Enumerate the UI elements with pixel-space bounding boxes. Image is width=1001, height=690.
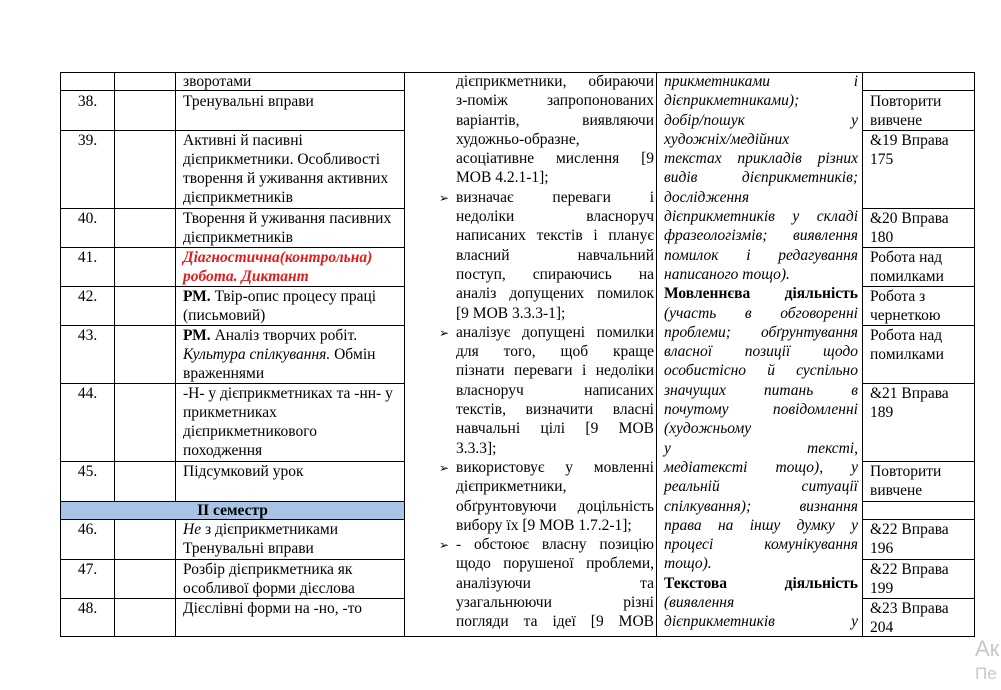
- line-text: власноруч написаних: [456, 381, 654, 399]
- line-text: [9 МОВ 3.3.3-1];: [456, 304, 566, 322]
- lesson-topic: [183, 520, 398, 558]
- lesson-topic-italic: Культура спілкування.: [183, 346, 331, 363]
- lesson-topic-tail: Обмін враженнями: [183, 346, 376, 382]
- lesson-topic: Дієслівні форми на -но, -то: [183, 600, 363, 617]
- activity-heading: [664, 574, 858, 593]
- activity-line: [664, 381, 858, 400]
- line-text: помилок і редагування: [664, 246, 858, 264]
- homework-cell: Робота над помилками: [870, 327, 944, 363]
- arrow-bullet-icon: ➢: [439, 190, 450, 205]
- line-text: текстах прикладів різних: [664, 150, 858, 168]
- activity-line: [664, 265, 858, 284]
- lesson-number: 45.: [77, 463, 98, 480]
- arrow-bullet-icon: ➢: [439, 460, 450, 475]
- activity-line: [664, 554, 858, 573]
- activity-line: [664, 72, 858, 91]
- expected-result-line: [456, 439, 654, 458]
- line-text: дослідження: [664, 188, 750, 206]
- lesson-topic: -Н- у дієприкметниках та -нн- у прикметниках дієприкметникового походження: [183, 385, 393, 459]
- line-text: особистісно й суспільно: [664, 362, 858, 380]
- expected-results-column: [439, 72, 654, 632]
- line-text: дієприкметники, обираючи: [456, 73, 654, 90]
- activity-line: [664, 477, 858, 496]
- line-text: (художньому: [664, 420, 752, 438]
- lesson-number: 44.: [77, 385, 98, 402]
- expected-result-line: [456, 574, 654, 593]
- activity-heading: [664, 284, 858, 303]
- line-text: погляди та ідеї [9 МОВ: [456, 613, 654, 631]
- line-text: дієприкметників у: [664, 613, 858, 631]
- line-text: аналізуючи та: [456, 574, 654, 592]
- activity-line: [664, 612, 858, 631]
- lesson-topic-text: Аналіз творчих робіт.: [210, 327, 358, 344]
- homework-cell: &19 Вправа 175: [870, 132, 949, 168]
- activity-line: [664, 516, 858, 535]
- activity-line: [664, 458, 858, 477]
- line-text: (участь в обговоренні: [664, 304, 858, 322]
- expected-result-line: [456, 304, 654, 323]
- line-text: обґрунтовуючи доцільність: [456, 497, 654, 515]
- lesson-topic: зворотами: [183, 73, 252, 90]
- line-text: визначає переваги і: [456, 188, 654, 206]
- activity-line: [664, 361, 858, 380]
- line-text: (виявлення: [664, 594, 735, 612]
- expected-result-line: [456, 497, 654, 516]
- lesson-topic-text: з дієприкметниками Тренувальні вправи: [183, 521, 338, 557]
- line-text: проблеми; обґрунтування: [664, 323, 858, 341]
- expected-result-line: [456, 419, 654, 438]
- line-text: у тексті,: [664, 439, 858, 457]
- line-text: Текстова діяльність: [664, 574, 858, 592]
- lesson-topic: [183, 326, 401, 383]
- activity-line: [664, 130, 858, 149]
- expected-result-line: [439, 188, 654, 207]
- line-text: художньо-образне,: [456, 130, 580, 148]
- expected-result-line: [456, 593, 654, 612]
- lesson-number: 43.: [77, 327, 98, 344]
- homework-cell: Повторити вивчене: [870, 463, 942, 499]
- line-text: вибору їх [9 МОВ 1.7.2-1];: [456, 516, 632, 534]
- activity-line: [664, 91, 858, 110]
- lesson-number: 48.: [77, 600, 98, 617]
- activity-line: [664, 149, 858, 168]
- activity-line: [664, 188, 858, 207]
- line-text: дієприкметників у складі: [664, 208, 858, 226]
- arrow-bullet-icon: ➢: [439, 325, 450, 340]
- expected-result-line: [439, 323, 654, 342]
- expected-result-line: [456, 91, 654, 110]
- expected-result-line: [456, 516, 654, 535]
- homework-cell: &22 Вправа 199: [870, 561, 949, 597]
- line-text: тощо).: [664, 555, 712, 573]
- activity-line: [664, 323, 858, 342]
- homework-cell: Робота над помилками: [870, 249, 944, 285]
- line-text: видів дієприкметників;: [664, 169, 858, 187]
- line-text: асоціативне мислення [9: [456, 150, 654, 168]
- expected-result-line: [456, 265, 654, 284]
- speech-dev-label: РМ.: [183, 327, 211, 344]
- line-text: почутому повідомленні: [664, 401, 858, 419]
- expected-result-line: [456, 361, 654, 380]
- lesson-topic: Активні й пасивні дієприкметники. Особливості творення й уживання активних дієприкметників: [183, 132, 389, 206]
- activation-watermark: Ак: [975, 636, 1000, 661]
- expected-result-line: [456, 400, 654, 419]
- expected-result-line: [456, 168, 654, 187]
- lesson-topic: Тренувальні вправи: [183, 93, 314, 110]
- line-text: добір/пошук у: [664, 111, 858, 129]
- line-text: 3.3.3];: [456, 439, 497, 457]
- line-text: навчальні цілі [9 МОВ: [456, 420, 654, 438]
- lesson-number: 41.: [77, 249, 98, 266]
- line-text: узагальнюючи різні: [456, 594, 654, 612]
- line-text: фразеологізмів; виявлення: [664, 227, 858, 245]
- activity-line: [664, 400, 858, 419]
- activity-line: [664, 246, 858, 265]
- expected-result-line: [439, 458, 654, 477]
- expected-result-line: [456, 207, 654, 226]
- line-text: дієприкметниками);: [664, 92, 800, 110]
- line-text: власний навчальний: [456, 246, 654, 264]
- line-text: аналіз допущених помилок: [456, 285, 654, 303]
- line-text: написаного тощо).: [664, 265, 790, 283]
- line-text: текстів, визначити власні: [456, 401, 654, 419]
- line-text: використовує у мовленні: [456, 458, 654, 476]
- activity-line: [664, 419, 858, 438]
- activity-line: [664, 342, 858, 361]
- activity-line: [664, 111, 858, 130]
- line-text: художніх/медійних: [664, 130, 790, 148]
- lesson-number: 47.: [77, 561, 98, 578]
- activity-line: [664, 207, 858, 226]
- expected-result-line: [456, 342, 654, 361]
- arrow-bullet-icon: ➢: [439, 538, 450, 553]
- activity-line: [664, 497, 858, 516]
- line-text: пізнати переваги і недоліки: [456, 362, 654, 380]
- line-text: реальній ситуації: [664, 478, 858, 496]
- homework-cell: Повторити вивчене: [870, 93, 942, 129]
- activity-line: [664, 168, 858, 187]
- line-text: поступ, спираючись на: [456, 265, 654, 283]
- lesson-topic: Розбір дієприкметника як особливої форми дієслова: [183, 561, 355, 597]
- expected-result-line: [456, 284, 654, 303]
- lesson-topic: Підсумковий урок: [183, 463, 304, 480]
- homework-cell: &20 Вправа 180: [870, 210, 949, 246]
- expected-result-line: [456, 246, 654, 265]
- lesson-topic: Творення й уживання пасивних дієприкметників: [183, 210, 392, 246]
- speech-dev-label: РМ.: [183, 288, 211, 305]
- homework-cell: Робота з чернеткою: [870, 288, 941, 324]
- line-text: варіантів, виявляючи: [456, 111, 654, 129]
- line-text: права на іншу думку у: [664, 516, 858, 534]
- line-text: дієприкметники,: [456, 478, 567, 496]
- line-text: власної позиції щодо: [664, 343, 858, 361]
- line-text: щодо порушеної проблеми,: [456, 555, 654, 573]
- lesson-number: 46.: [77, 521, 98, 538]
- line-text: - обстоює власну позицію: [456, 536, 654, 554]
- line-text: аналізує допущені помилки: [456, 323, 654, 341]
- lesson-number: 38.: [77, 93, 98, 110]
- line-text: МОВ 4.2.1-1];: [456, 169, 549, 187]
- activity-line: [664, 439, 858, 458]
- line-text: спілкування); визнання: [664, 497, 858, 515]
- activity-line: [664, 593, 858, 612]
- lesson-number: 39.: [77, 132, 98, 149]
- expected-result-line: [456, 477, 654, 496]
- lesson-number: 40.: [77, 210, 98, 227]
- expected-result-line: [456, 72, 654, 91]
- lesson-topic: [183, 287, 401, 325]
- homework-cell: &22 Вправа 196: [870, 521, 949, 557]
- line-text: процесі комунікування: [664, 536, 858, 554]
- activation-watermark: Пе: [975, 664, 997, 683]
- expected-result-line: [456, 554, 654, 573]
- expected-result-line: [439, 535, 654, 554]
- line-text: прикметниками і: [664, 73, 858, 90]
- homework-cell: &23 Вправа 204: [870, 600, 949, 636]
- line-text: написаних текстів і планує: [456, 227, 654, 245]
- line-text: з-поміж запропонованих: [456, 92, 654, 110]
- activities-column: [664, 72, 858, 632]
- expected-result-line: [456, 130, 654, 149]
- activity-line: [664, 226, 858, 245]
- expected-result-line: [456, 111, 654, 130]
- lesson-topic-text: Твір-опис процесу праці (письмовий): [183, 288, 377, 324]
- activity-line: [664, 304, 858, 323]
- semester-header: ІІ семестр: [61, 502, 404, 519]
- activity-line: [664, 535, 858, 554]
- lesson-topic-control-work: Діагностична(контрольна) робота. Диктант: [183, 249, 373, 285]
- expected-result-line: [456, 612, 654, 631]
- line-text: значущих питань в: [664, 381, 858, 399]
- expected-result-line: [456, 149, 654, 168]
- line-text: Мовленнєва діяльність: [664, 285, 858, 303]
- line-text: для того, щоб краще: [456, 343, 654, 361]
- line-text: медіатексті тощо), у: [664, 458, 858, 476]
- expected-result-line: [456, 381, 654, 400]
- homework-cell: &21 Вправа 189: [870, 385, 949, 421]
- line-text: недоліки власноруч: [456, 208, 654, 226]
- expected-result-line: [456, 226, 654, 245]
- lesson-number: 42.: [77, 288, 98, 305]
- lesson-topic-italic: Не: [183, 521, 202, 538]
